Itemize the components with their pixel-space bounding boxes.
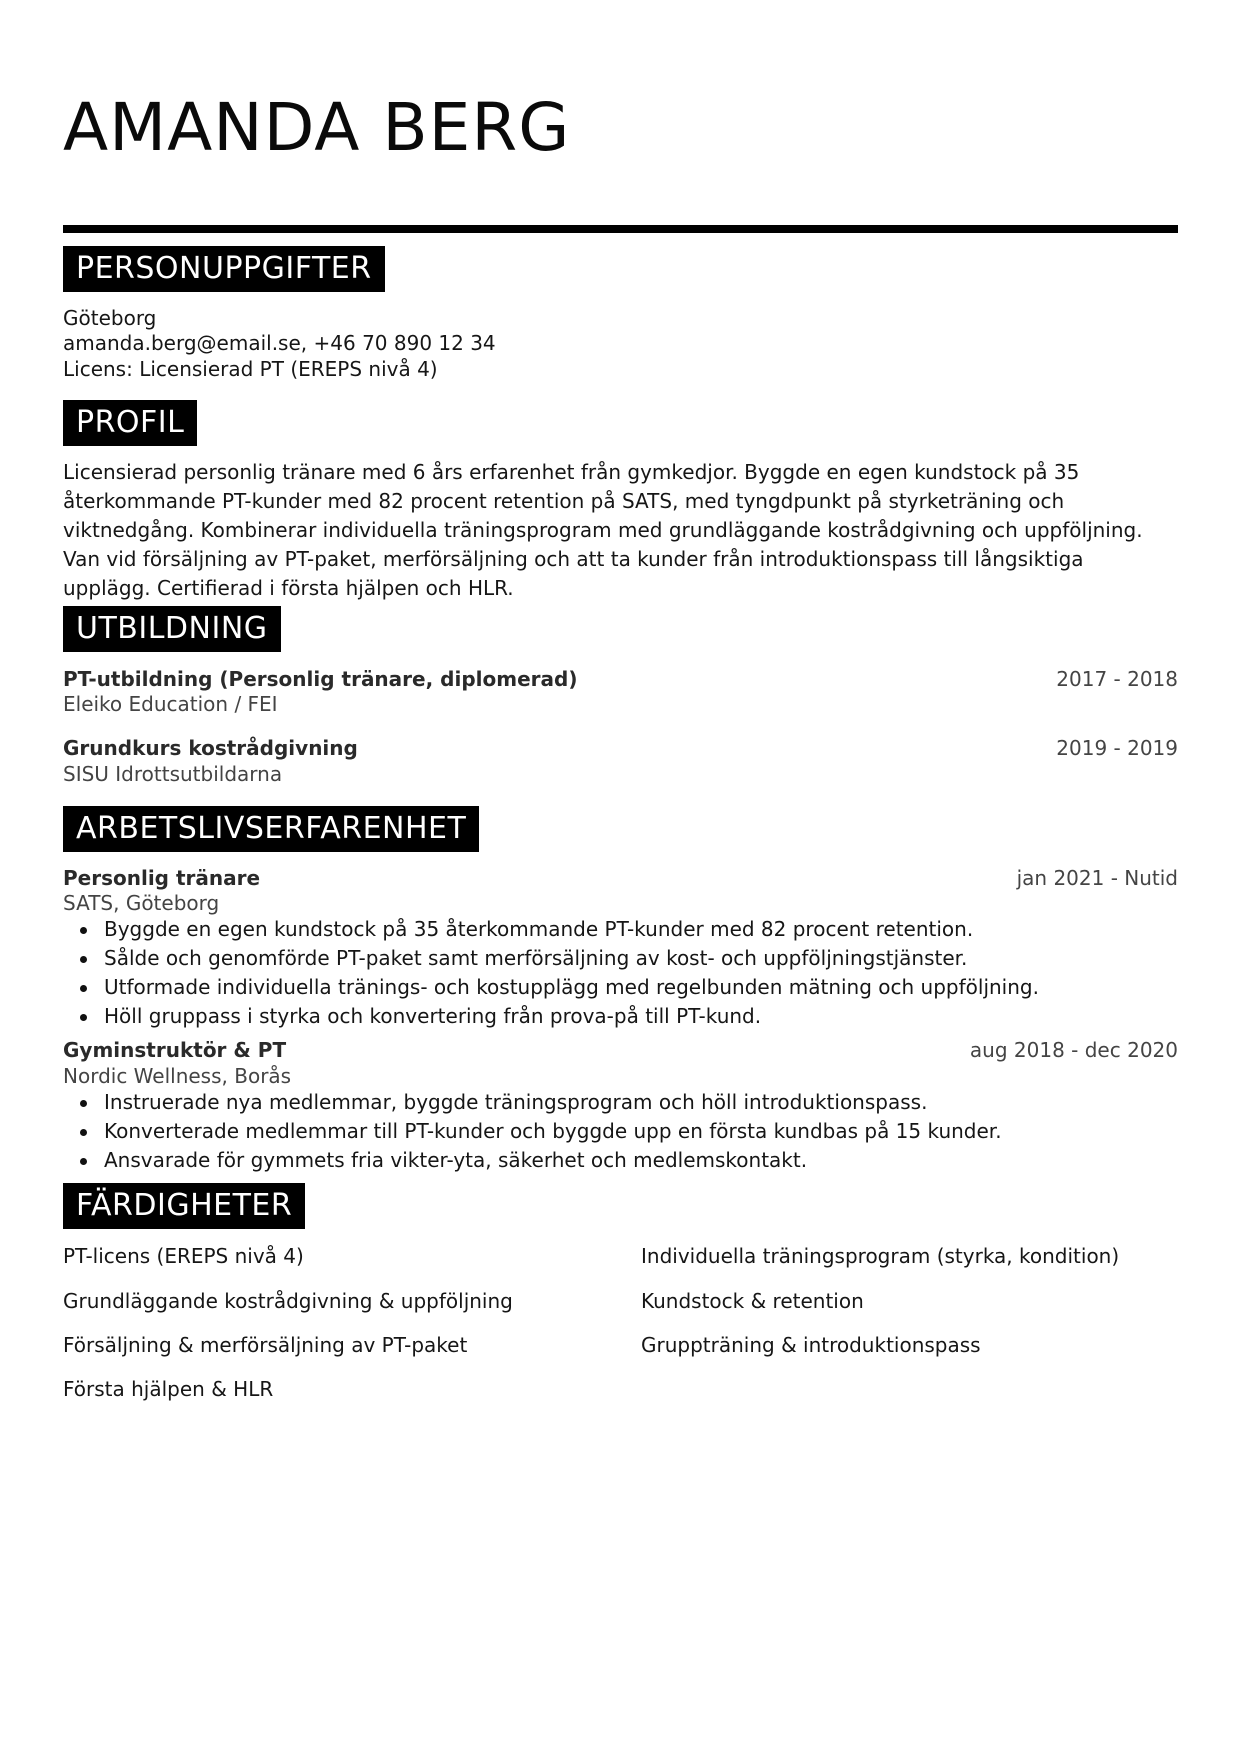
profile-summary: Licensierad personlig tränare med 6 års erfarenhet från gymkedjor. Byggde en egen kundstock på 35 återkommande PT-kunder med 82 procent retention på SATS, med tyngdpunkt på styrketräning och viktnedgång. Kombinerar individuella träningsprogram med grundläggande kostrådgivning och uppföljning. Van vid försäljning av PT-paket, merförsäljning och att ta kunder från introduktionspass till långsiktiga upplägg. Certifierad i första hjälpen och HLR. [63,460,1143,600]
education-school: SISU Idrottsutbildarna [63,762,283,786]
section-heading-skills: FÄRDIGHETER [63,1183,305,1229]
job-bullet-text: Utformade individuella tränings- och kostupplägg med regelbunden mätning och uppföljning. [104,975,1039,999]
job-bullet [63,1117,1002,1146]
skill-item: Grundläggande kostrådgivning & uppföljning [63,1289,513,1313]
candidate-name: AMANDA BERG [63,89,571,166]
job-bullet-text: Konverterade medlemmar till PT-kunder och byggde upp en första kundbas på 15 kunder. [104,1119,1002,1143]
bullet-icon [80,1129,87,1136]
job-bullet [63,1002,1039,1031]
job-bullet-list [63,915,1039,1031]
bullet-icon [80,956,87,963]
section-heading-personal: PERSONUPPGIFTER [63,246,385,292]
bullet-icon [80,985,87,992]
job-bullet-text: Instruerade nya medlemmar, byggde träningsprogram och höll introduktionspass. [104,1090,928,1114]
personal-license: Licens: Licensierad PT (EREPS nivå 4) [63,357,438,381]
education-dates: 2017 - 2018 [1056,667,1178,691]
job-employer: Nordic Wellness, Borås [63,1064,292,1088]
job-bullet [63,915,1039,944]
job-bullet [63,944,1039,973]
job-bullet-text: Höll gruppass i styrka och konvertering från prova-på till PT-kund. [104,1004,762,1028]
personal-city: Göteborg [63,306,157,330]
job-dates: jan 2021 - Nutid [1016,866,1178,890]
job-title: Personlig tränare [63,866,261,890]
bullet-icon [80,1014,87,1021]
skill-item: Gruppträning & introduktionspass [641,1333,981,1357]
section-heading-education: UTBILDNING [63,606,281,652]
skill-item: Individuella träningsprogram (styrka, kondition) [641,1244,1120,1268]
job-bullet-list [63,1088,1002,1175]
section-heading-profile: PROFIL [63,400,197,446]
skill-item: PT-licens (EREPS nivå 4) [63,1244,304,1268]
header-divider [63,225,1178,233]
job-dates: aug 2018 - dec 2020 [969,1038,1178,1062]
job-employer: SATS, Göteborg [63,891,220,915]
job-title: Gyminstruktör & PT [63,1038,287,1062]
job-bullet-text: Sålde och genomförde PT-paket samt merförsäljning av kost- och uppföljningstjänster. [104,946,968,970]
education-title: PT-utbildning (Personlig tränare, diplomerad) [63,667,578,691]
education-dates: 2019 - 2019 [1056,736,1178,760]
education-school: Eleiko Education / FEI [63,692,278,716]
bullet-icon [80,927,87,934]
job-bullet [63,1088,1002,1117]
skill-item: Kundstock & retention [641,1289,864,1313]
skill-item: Första hjälpen & HLR [63,1377,274,1401]
section-heading-experience: ARBETSLIVSERFARENHET [63,806,479,852]
job-bullet-text: Byggde en egen kundstock på 35 återkommande PT-kunder med 82 procent retention. [104,917,974,941]
job-bullet [63,1146,1002,1175]
bullet-icon [80,1158,87,1165]
bullet-icon [80,1100,87,1107]
education-title: Grundkurs kostrådgivning [63,736,358,760]
personal-contact: amanda.berg@email.se, +46 70 890 12 34 [63,331,496,355]
skill-item: Försäljning & merförsäljning av PT-paket [63,1333,468,1357]
job-bullet [63,973,1039,1002]
job-bullet-text: Ansvarade för gymmets fria vikter-yta, säkerhet och medlemskontakt. [104,1148,808,1172]
